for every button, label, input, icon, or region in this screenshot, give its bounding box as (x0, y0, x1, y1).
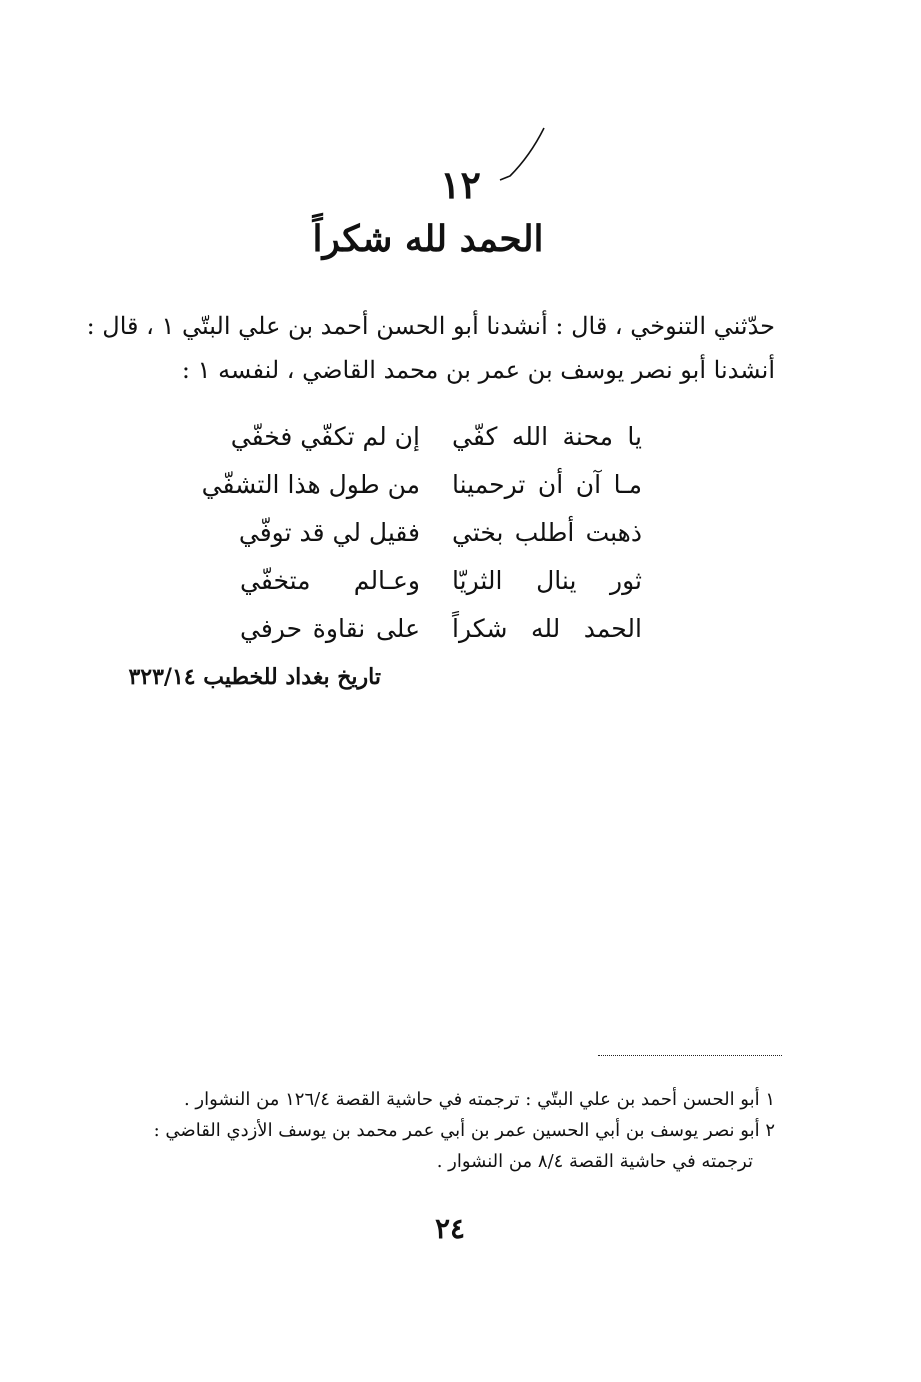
source-citation: تاريخ بغداد للخطيب ٣٢٣/١٤ (128, 664, 381, 690)
footnote-divider (598, 1055, 782, 1056)
poem-verse (201, 460, 642, 508)
story-title: الحمد لله شكراً (312, 218, 544, 260)
verse-first-hemistich: الحمد لله شكراً (452, 613, 642, 643)
poem-verse (240, 508, 642, 556)
verse-second-hemistich: على نقاوة حرفي (240, 613, 420, 643)
verse-first-hemistich: ثور ينال الثريّا (452, 565, 642, 595)
page-number: ٢٤ (434, 1212, 466, 1245)
footnote-1: ١ أبو الحسن أحمد بن علي البتّي : ترجمته في حاشية القصة ١٢٦/٤ من النشوار . (183, 1089, 775, 1110)
intro-line: حدّثني التنوخي ، قال : أنشدنا أبو الحسن أحمد بن علي البتّي ١ ، قال : (86, 312, 775, 340)
footnote-2: ٢ أبو نصر يوسف بن أبي الحسين عمر بن أبي عمر محمد بن يوسف الأزدي القاضي : (153, 1120, 775, 1141)
verse-first-hemistich: ذهبت أطلب بختي (452, 517, 642, 547)
poem-verse (230, 412, 642, 460)
footnotes (135, 1084, 775, 1177)
story-number: ١٢ (440, 162, 481, 207)
poem-verse (240, 556, 642, 604)
verse-first-hemistich: مـا آن أن ترحمينا (452, 469, 642, 499)
verse-first-hemistich: يا محنة الله كفّي (452, 421, 642, 451)
footnote-2-continuation: ترجمته في حاشية القصة ٨/٤ من النشوار . (436, 1151, 753, 1172)
intro-line: أنشدنا أبو نصر يوسف بن عمر بن محمد القاضي ، لنفسه ١ : (181, 356, 775, 384)
verse-second-hemistich: إن لم تكفّي فخفّي (230, 421, 420, 451)
verse-second-hemistich: وعـالم متخفّي (240, 565, 420, 595)
verse-second-hemistich: فقيل لي قد توفّي (238, 517, 420, 547)
intro-paragraph (86, 304, 775, 392)
poem (201, 412, 642, 652)
verse-second-hemistich: من طول هذا التشفّي (201, 469, 420, 499)
poem-verse (240, 604, 642, 652)
